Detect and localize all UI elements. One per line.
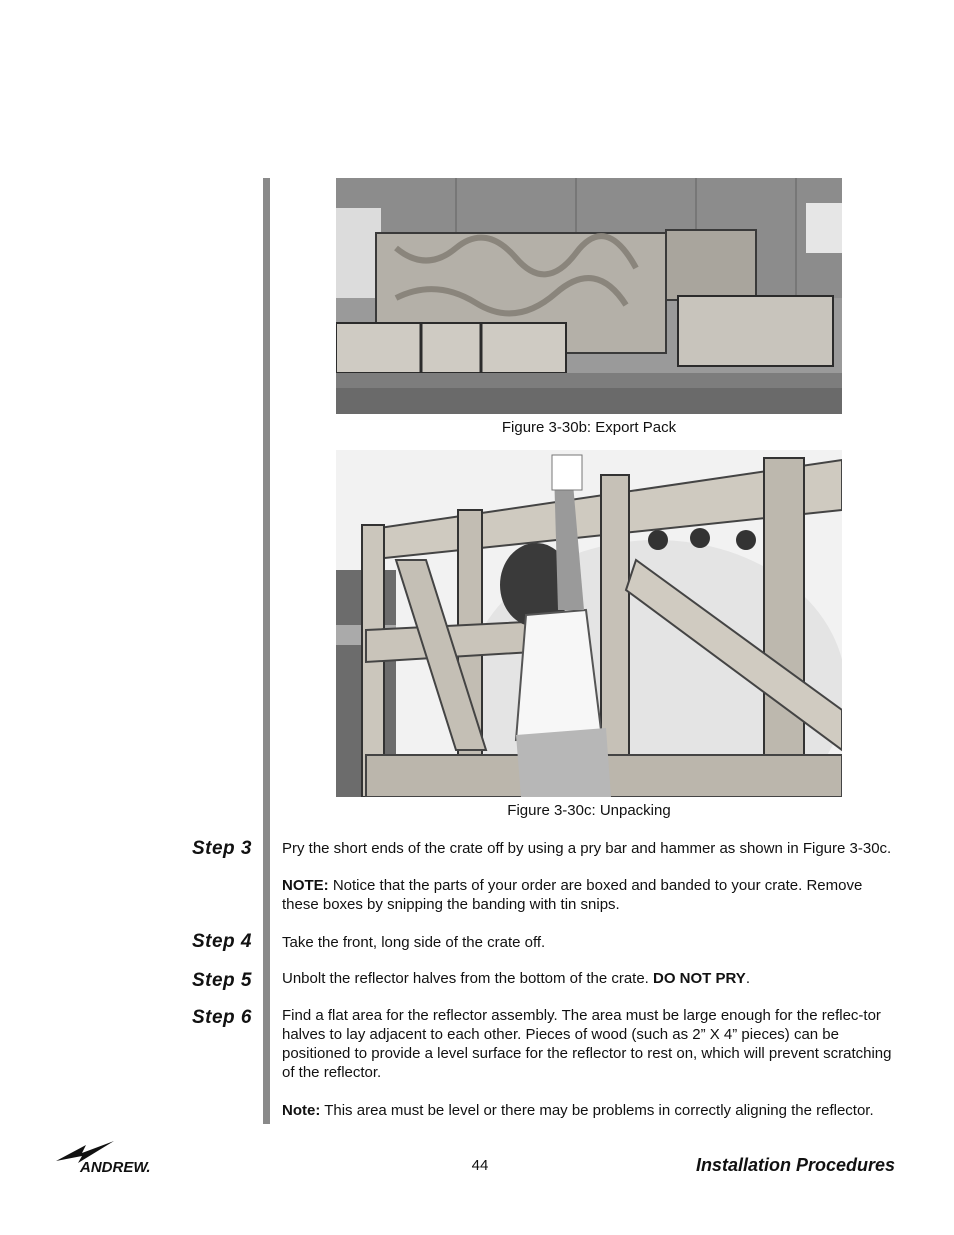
figure-export-pack-photo <box>336 178 842 414</box>
page-number: 44 <box>471 1157 489 1174</box>
andrew-logo <box>56 1141 171 1175</box>
step-5-label: Step 5 <box>191 970 252 991</box>
logo-wordmark: ANDREW. <box>80 1159 151 1175</box>
step-3-paragraph: Pry the short ends of the crate off by using a pry bar and hammer as shown in Figure 3-30c. <box>282 840 892 857</box>
do-not-pry-emphasis: DO NOT PRY <box>653 970 746 987</box>
figure-unpacking-photo <box>336 450 842 797</box>
step-6-paragraph: Find a flat area for the reflector assembly. The area must be large enough for the reflec-tor halves to lay adjacent to each other. Pieces of wood (such as 2” X 4” pieces) can be positioned to provide a level surface for the reflector to rest on, which will prevent scratching of the reflector. <box>282 1007 892 1081</box>
step-4-label: Step 4 <box>191 931 252 952</box>
step-3-note: NOTE: Notice that the parts of your order are boxed and banded to your crate. Remove these boxes by snipping the banding with tin snips. <box>282 877 863 913</box>
margin-rule <box>263 178 270 1124</box>
step-4-paragraph: Take the front, long side of the crate off. <box>282 934 546 951</box>
section-title: Installation Procedures <box>695 1155 895 1175</box>
note-label: NOTE: <box>282 877 329 894</box>
step-6-note: Note: This area must be level or there may be problems in correctly aligning the reflector. <box>282 1102 874 1119</box>
step-6-label: Step 6 <box>191 1007 252 1028</box>
note-label: Note: <box>282 1102 321 1119</box>
figure-caption: Figure 3-30b: Export Pack <box>501 419 677 436</box>
step-5-paragraph: Unbolt the reflector halves from the bottom of the crate. DO NOT PRY. <box>282 970 750 987</box>
figure-caption: Figure 3-30c: Unpacking <box>507 802 671 819</box>
step-3-label: Step 3 <box>191 838 252 859</box>
